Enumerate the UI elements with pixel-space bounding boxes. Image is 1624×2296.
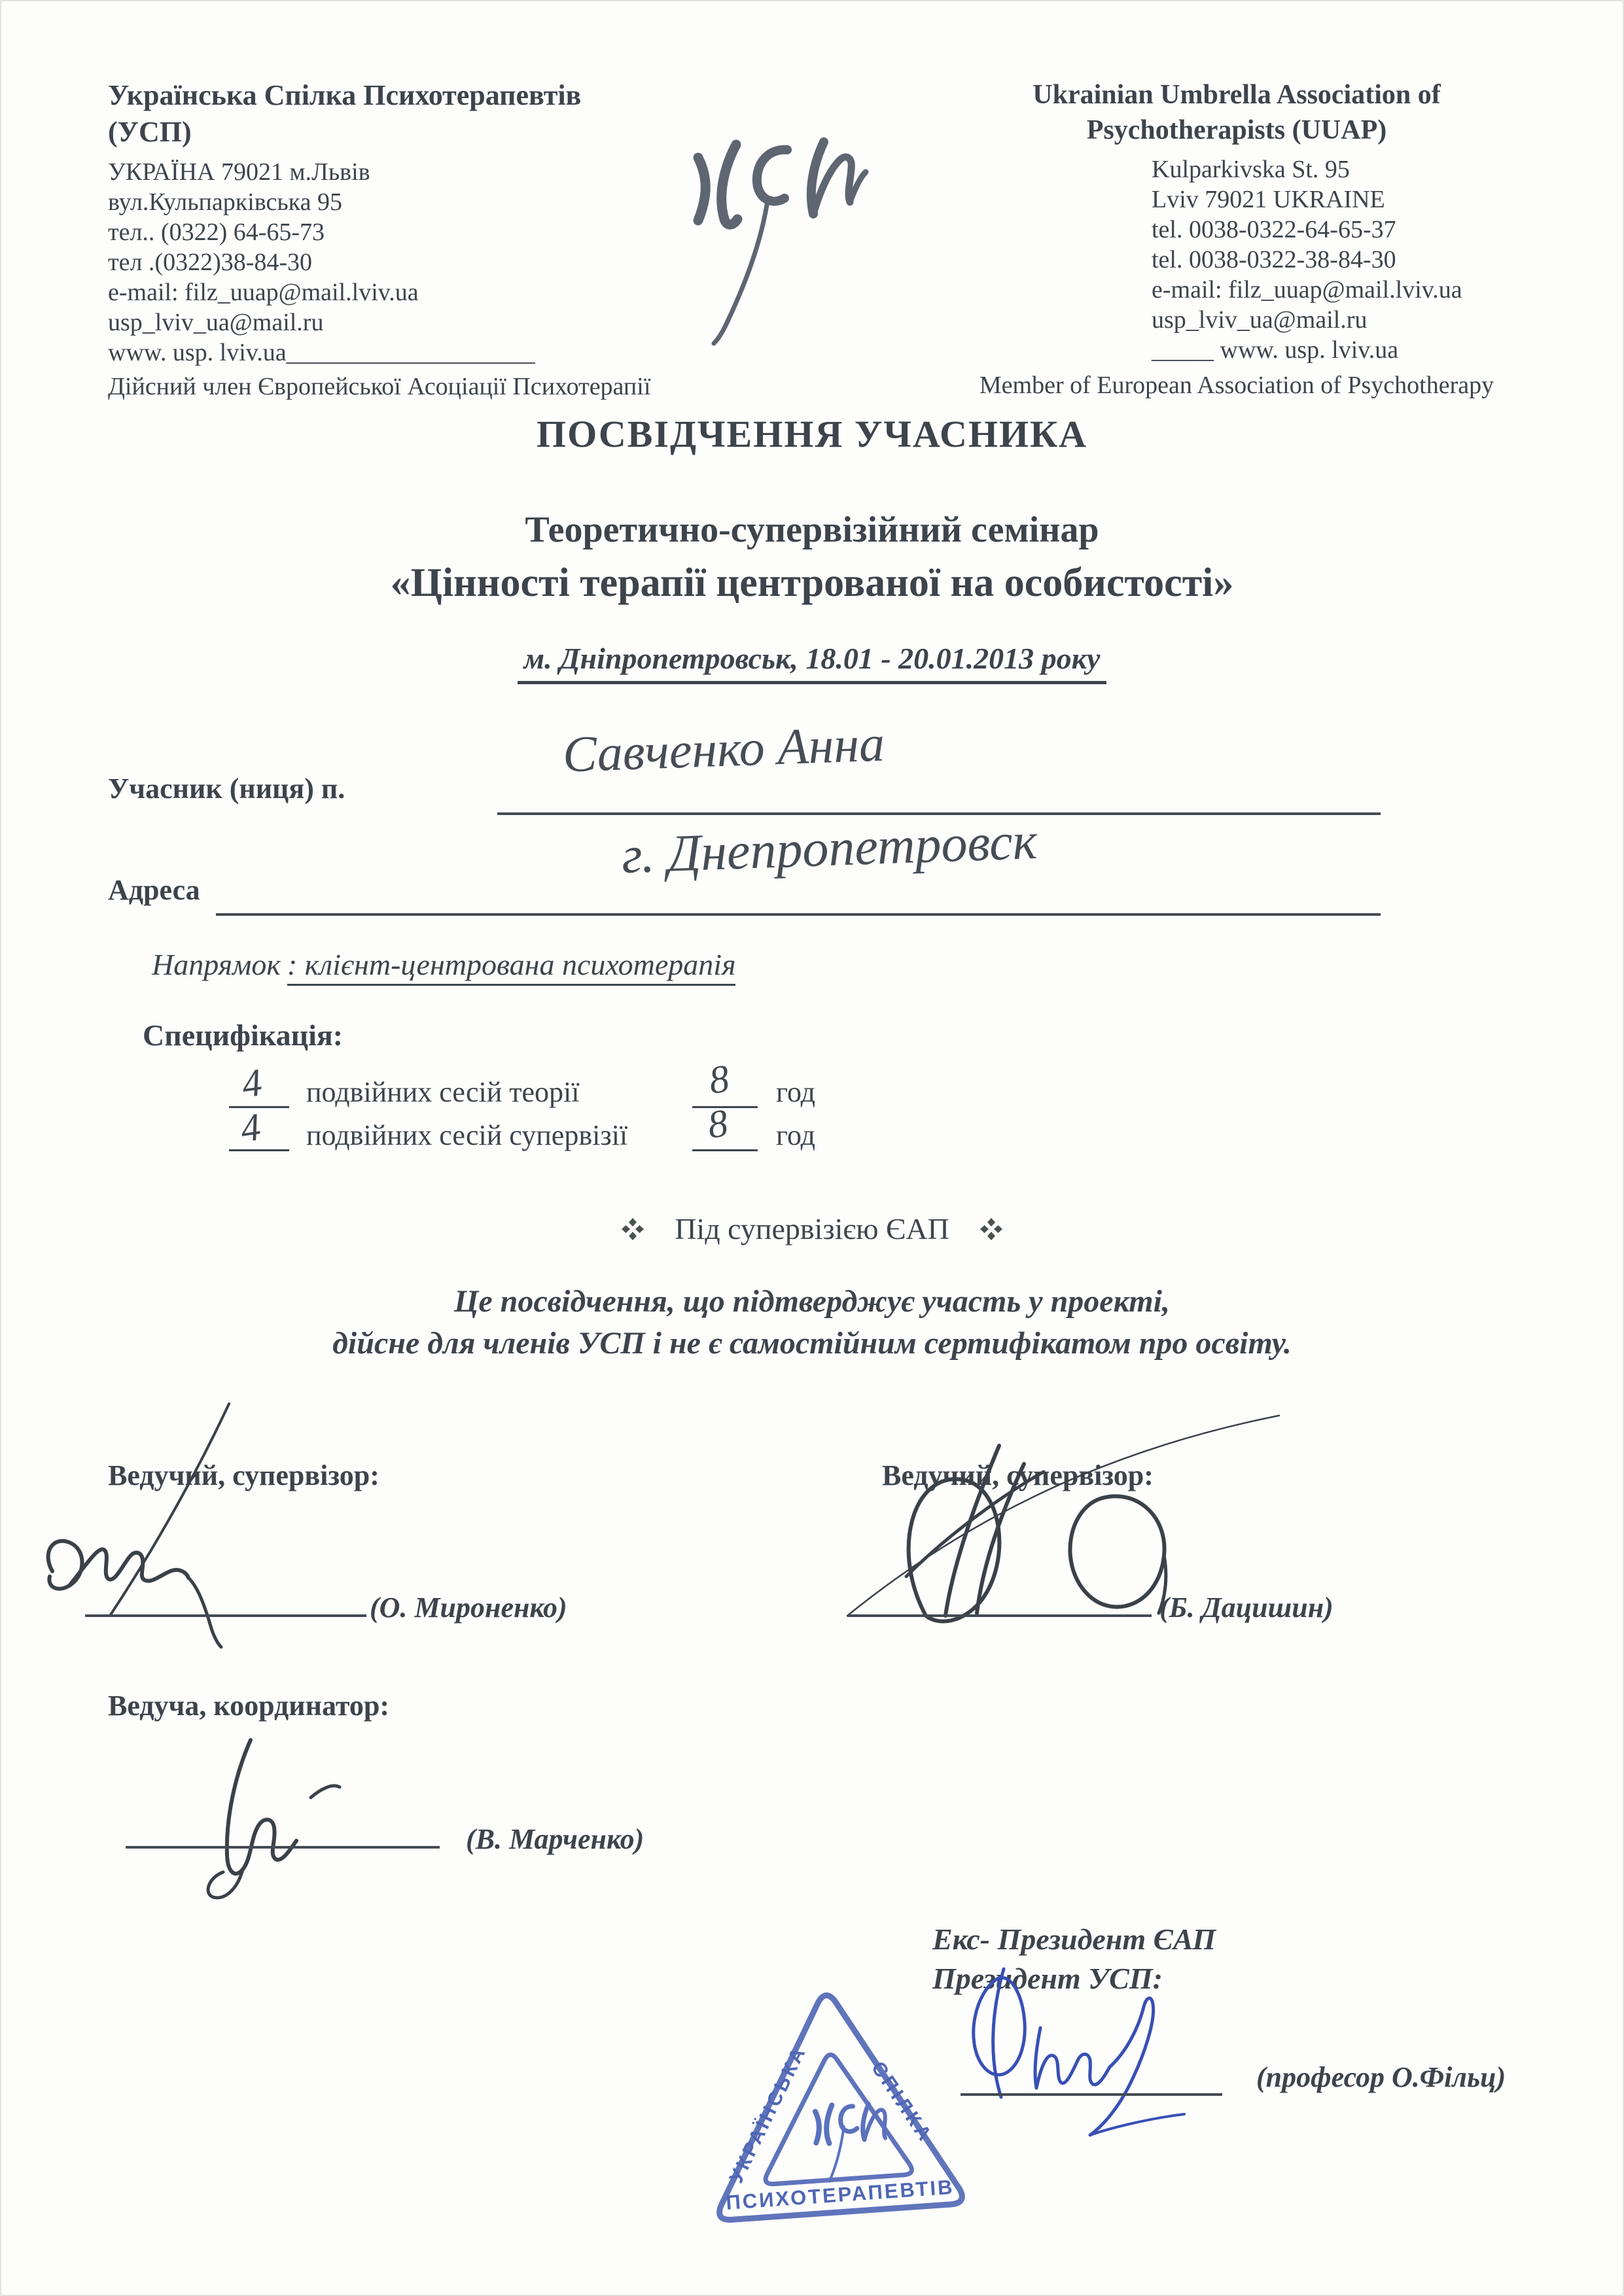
email-line: usp_lviv_ua@mail.ru (1152, 306, 1368, 334)
address-line: УКРАЇНА 79021 м.Львів (108, 158, 370, 186)
validity-line-1: Це посвідчення, що підтверджує участь у проекті, (454, 1284, 1170, 1319)
signature-stroke-president-blue (936, 1949, 1243, 2159)
signature-line (85, 1614, 366, 1617)
handwritten-hours: 8 (706, 1056, 732, 1102)
session-type-text: подвійних сесій теорії (306, 1076, 580, 1108)
signature-line (126, 1846, 440, 1849)
direction-value: : клієнт-центрована психотерапія (287, 948, 736, 986)
membership-line-ua: Дійсний член Європейської Асоціації Психотерапії (108, 373, 651, 400)
stamp-word-bottom: ПСИХОТЕРАПЕВТІВ (725, 2175, 955, 2214)
phone-line: tel. 0038-0322-64-65-37 (1152, 216, 1396, 243)
header-right (949, 77, 1525, 400)
direction-label: Напрямок (152, 948, 281, 981)
org-abbr-ua: (УСП) (108, 116, 192, 148)
supervision-note-row (0, 1211, 1624, 1246)
hours-slot (692, 1056, 758, 1108)
handwritten-count: 4 (239, 1060, 265, 1106)
email-line: usp_lviv_ua@mail.ru (108, 309, 324, 336)
session-type-text: подвійних сесій супервізії (306, 1119, 628, 1151)
stamp-word-left: УКРАЇНСЬКА (725, 2042, 811, 2187)
supervisor-left-role: Ведучий, супервізор: (108, 1459, 380, 1491)
coordinator-name: (В. Марченко) (466, 1823, 644, 1855)
diamond-decor-icon (980, 1217, 1003, 1241)
supervisor-right-role: Ведучий, супервізор: (882, 1459, 1154, 1491)
count-slot (229, 1060, 289, 1108)
participant-label: Учасник (ниця) п. (108, 773, 345, 805)
seminar-date-wrap (0, 641, 1624, 684)
phone-line: тел.. (0322) 64-65-73 (108, 218, 325, 246)
specification-label: Специфікація: (143, 1018, 344, 1052)
address-handwritten-value: г. Днепропетровск (620, 812, 1038, 885)
participant-handwritten-value: Савченко Анна (561, 714, 886, 783)
president-name: (професор О.Фільц) (1256, 2061, 1506, 2093)
stamp-word-right: СПІЛКА (866, 2057, 938, 2148)
hours-unit: год (776, 1119, 816, 1151)
website-line: _____ www. usp. lviv.ua (1152, 336, 1399, 364)
supervisor-left-name: (О. Мироненко) (370, 1592, 567, 1624)
seminar-date: м. Дніпропетровськ, 18.01 - 20.01.2013 року (518, 641, 1107, 684)
supervision-note-text: Під супервізією ЄАП (675, 1212, 949, 1245)
email-line: e-mail: filz_uuap@mail.lviv.ua (108, 279, 419, 306)
email-line: e-mail: filz_uuap@mail.lviv.ua (1152, 276, 1462, 304)
supervisor-right-name: (Б. Дацишин) (1159, 1592, 1333, 1624)
website-line: www. usp. lviv.ua____________________ (108, 339, 535, 366)
membership-line-en: Member of European Association of Psychotherapy (979, 372, 1494, 399)
org-abbr-en: Psychotherapists (UUAP) (1086, 115, 1387, 145)
diamond-decor-icon (621, 1217, 644, 1241)
document-title: ПОСВІДЧЕННЯ УЧАСНИКА (536, 413, 1088, 455)
count-slot (229, 1105, 289, 1151)
hours-unit: год (776, 1076, 816, 1108)
address-line: Kulparkivska St. 95 (1152, 156, 1350, 183)
org-name-ua: Українська Спілка Психотерапевтів (108, 79, 582, 111)
president-role-line-2: Президент УСП: (932, 1962, 1163, 1995)
signature-stroke-coordinator (115, 1720, 442, 1904)
signature-line (847, 1614, 1152, 1617)
signature-line (961, 2093, 1222, 2096)
hours-slot (692, 1101, 758, 1151)
seminar-title: «Цінності терапії центрованої на особистості» (390, 561, 1234, 605)
phone-line: тел .(0322)38-84-30 (108, 249, 313, 276)
validity-line-2: дійсне для членів УСП і не є самостійним сертифікатом про освіту. (332, 1326, 1292, 1361)
usp-triangle-stamp-icon (692, 1973, 978, 2250)
header-left (108, 77, 697, 402)
address-line-rule (216, 913, 1381, 916)
specification-row (0, 1101, 1624, 1157)
stamp-center-calligraphy (813, 2102, 889, 2182)
president-role-line-1: Екс- Президент ЄАП (932, 1922, 1216, 1956)
org-name-en: Ukrainian Umbrella Association of (1033, 80, 1441, 110)
handwritten-hours: 8 (705, 1101, 731, 1147)
seminar-type: Теоретично-супервізійний семінар (525, 510, 1099, 550)
direction-row (152, 947, 735, 982)
handwritten-count: 4 (238, 1105, 264, 1151)
address-line: Lviv 79021 UKRAINE (1152, 186, 1385, 213)
address-label: Адреса (108, 874, 200, 906)
usp-logo-calligraphy-icon (658, 121, 883, 379)
coordinator-role: Ведуча, координатор: (108, 1690, 390, 1722)
address-line: вул.Кульпарківська 95 (108, 188, 342, 216)
phone-line: tel. 0038-0322-38-84-30 (1152, 246, 1396, 273)
